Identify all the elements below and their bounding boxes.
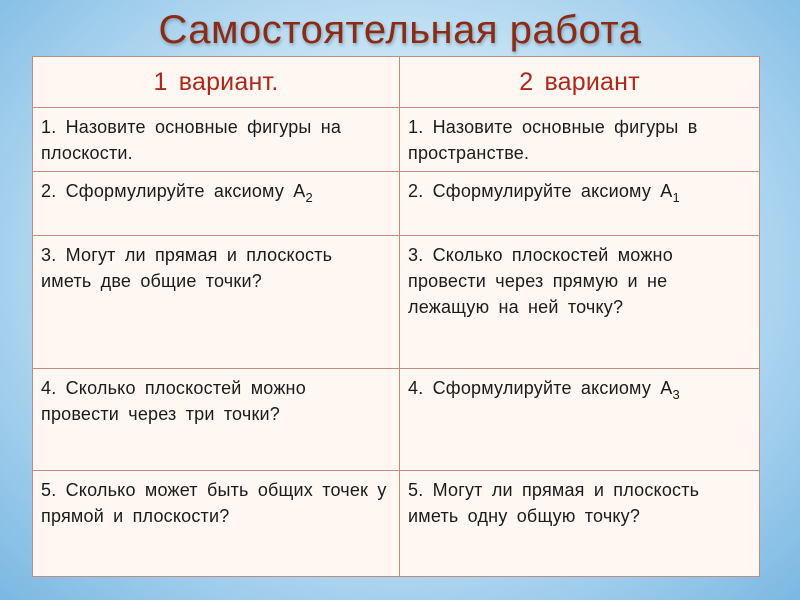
variant-2-header: 2 вариант: [400, 57, 760, 108]
variant-2-task-4: 4. Сформулируйте аксиому $А_3$: [400, 369, 760, 471]
variant-2-task-5: 5. Могут ли прямая и плоскость иметь одну общую точку?: [400, 471, 760, 577]
table-row: [33, 471, 760, 577]
subscript: 3: [672, 387, 680, 402]
table-row: [33, 108, 760, 172]
variant-1-header: 1 вариант.: [33, 57, 400, 108]
variant-2-task-1: 1. Назовите основные фигуры в пространстве.: [400, 108, 760, 172]
variant-2-task-3: 3. Сколько плоскостей можно провести через прямую и не лежащую на ней точку?: [400, 236, 760, 369]
variant-1-task-2: 2. Сформулируйте аксиому $А_2$: [33, 172, 400, 236]
variants-table: [32, 56, 760, 577]
table-row: [33, 172, 760, 236]
variant-1-task-3: 3. Могут ли прямая и плоскость иметь две общие точки?: [33, 236, 400, 369]
table-row: [33, 236, 760, 369]
slide-title: Самостоятельная работа: [158, 8, 642, 52]
table-header-row: [33, 57, 760, 108]
table-row: [33, 369, 760, 471]
variant-1-task-5: 5. Сколько может быть общих точек у прямой и плоскости?: [33, 471, 400, 577]
variant-2-task-2: 2. Сформулируйте аксиому $А_1$: [400, 172, 760, 236]
variant-1-task-1: 1. Назовите основные фигуры на плоскости.: [33, 108, 400, 172]
subscript: 1: [672, 190, 680, 205]
subscript: 2: [305, 190, 313, 205]
variant-1-task-4: 4. Сколько плоскостей можно провести через три точки?: [33, 369, 400, 471]
